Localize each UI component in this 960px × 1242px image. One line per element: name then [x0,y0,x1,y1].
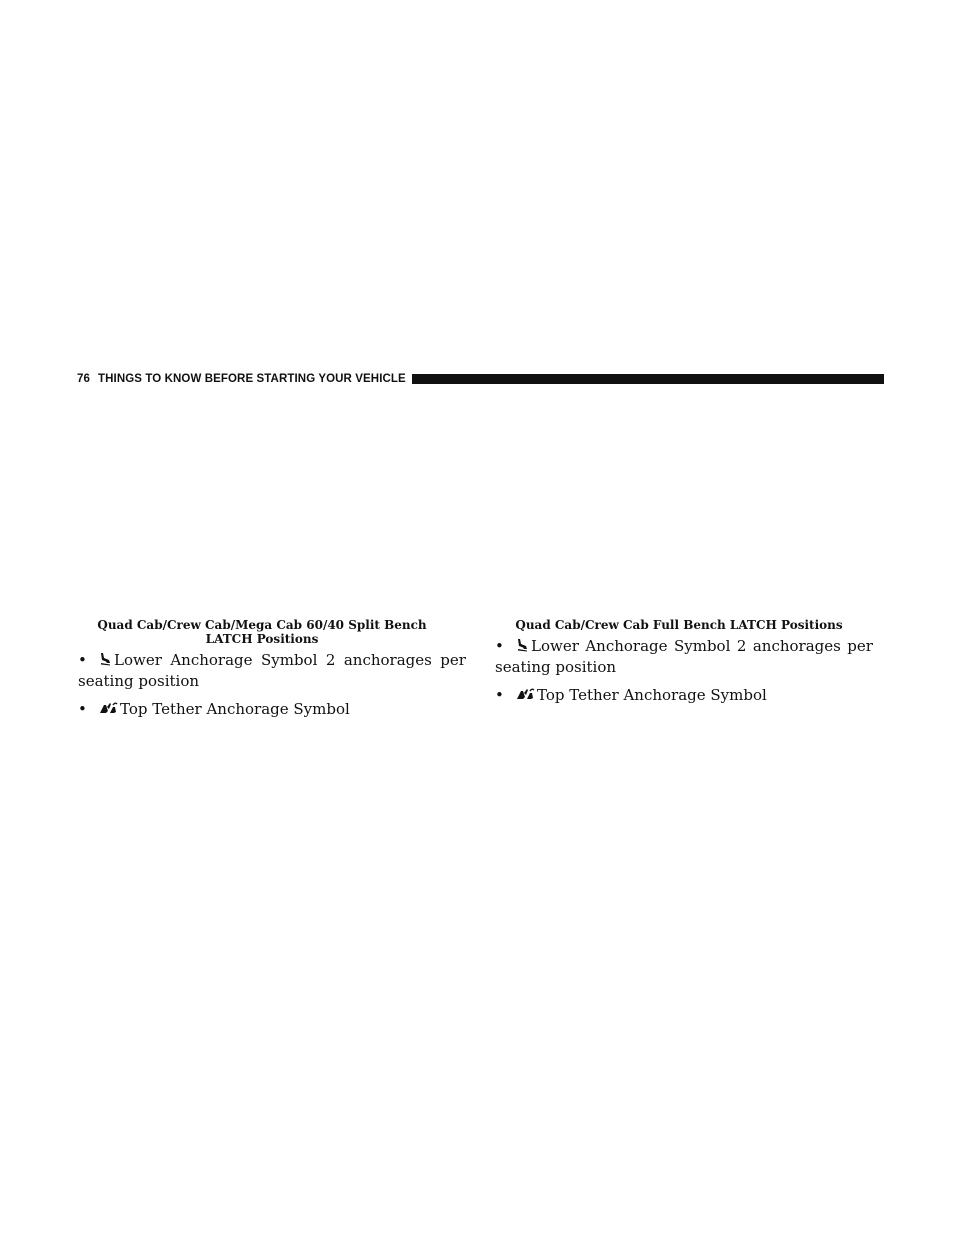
right-bullet-top-tether [494,685,884,706]
header-rule [412,374,884,384]
lower-anchorage-icon [515,637,529,657]
left-bullet1-word4: anchorages [343,651,432,669]
right-bullet1-word0: Lower [531,637,579,655]
left-caption-line1: Quad Cab/Crew Cab/Mega Cab 60/40 Split Bench [97,618,427,632]
top-tether-icon [98,700,118,720]
right-bullet1-lead [495,636,579,657]
left-bullet1-word1: Anchorage [170,651,253,669]
bullet-dot: • [495,686,504,704]
left-bullet-top-tether [77,699,467,720]
top-tether-icon [515,686,535,706]
left-caption-line2: LATCH Positions [205,632,319,646]
lower-anchorage-icon [98,651,112,671]
right-bullet1-word5: per [847,637,873,655]
left-caption [77,618,447,646]
left-bullet1-word5: per [440,651,466,669]
left-column [77,618,467,720]
left-bullet1-word2: Symbol [260,651,318,669]
bullet-dot: • [78,651,87,669]
right-bullet1-cont: seating position [495,658,617,676]
header-text [77,373,406,385]
right-bullet1-word1: Anchorage [585,637,668,655]
right-caption: Quad Cab/Crew Cab Full Bench LATCH Positions [515,618,843,632]
right-bullet1-word2: Symbol [673,637,731,655]
right-bullet1-line [495,636,873,657]
right-column [494,618,884,706]
right-bullet1-word4: anchorages [752,637,841,655]
left-bullet1-cont: seating position [78,672,200,690]
bullet-dot: • [495,637,504,655]
left-bullet1-line [78,650,466,671]
right-bullet-lower-anchorage [494,636,884,677]
left-bullet-lower-anchorage [77,650,467,691]
left-bullet1-word3: 2 [325,651,336,669]
right-bullet1-word3: 2 [736,637,747,655]
page-header [77,371,884,387]
bullet-dot: • [78,700,87,718]
left-bullet1-word0: Lower [114,651,162,669]
right-bullet2-text: Top Tether Anchorage Symbol [537,686,767,704]
left-bullet2-text: Top Tether Anchorage Symbol [120,700,350,718]
page-number: 76 [77,373,90,385]
section-title: THINGS TO KNOW BEFORE STARTING YOUR VEHICLE [98,373,406,385]
left-bullet1-lead [78,650,162,671]
